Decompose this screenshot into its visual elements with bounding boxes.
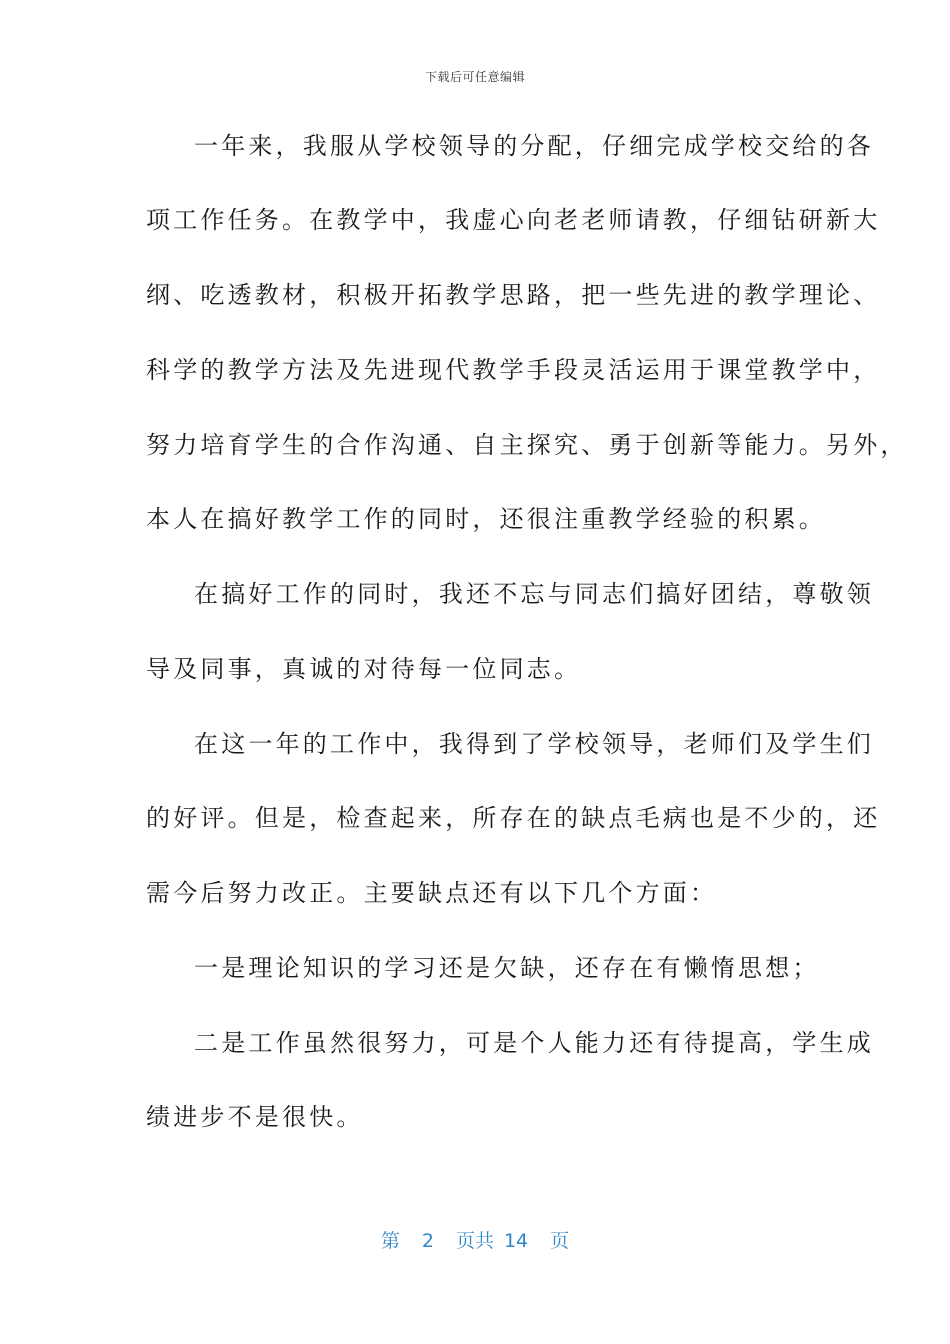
page-label-suffix: 页 xyxy=(550,1230,570,1252)
paragraph-line: 在这一年的工作中，我得到了学校领导，老师们及学生们 xyxy=(194,730,874,758)
paragraph-line: 需今后努力改正。主要缺点还有以下几个方面： xyxy=(146,879,718,907)
paragraph-line: 一年来，我服从学校领导的分配，仔细完成学校交给的各 xyxy=(194,132,874,160)
paragraph-line: 一是理论知识的学习还是欠缺，还存在有懒惰思想； xyxy=(194,954,820,982)
paragraph-line: 在搞好工作的同时，我还不忘与同志们搞好团结，尊敬领 xyxy=(194,580,874,608)
paragraph-line: 本人在搞好教学工作的同时，还很注重教学经验的积累。 xyxy=(146,505,826,533)
header-note: 下载后可任意编辑 xyxy=(424,70,525,84)
total-pages-number: 14 xyxy=(503,1230,529,1252)
paragraph-line: 科学的教学方法及先进现代教学手段灵活运用于课堂教学中， xyxy=(146,356,881,384)
current-page-number: 2 xyxy=(421,1230,434,1252)
paragraph-line: 的好评。但是，检查起来，所存在的缺点毛病也是不少的，还 xyxy=(146,804,881,832)
page-label-prefix: 第 xyxy=(380,1230,400,1252)
page-label-mid: 页共 xyxy=(455,1230,494,1252)
paragraph-line: 二是工作虽然很努力，可是个人能力还有待提高，学生成 xyxy=(194,1029,874,1057)
paragraph-line: 绩进步不是很快。 xyxy=(146,1103,364,1131)
paragraph-line: 努力培育学生的合作沟通、自主探究、勇于创新等能力。另外， xyxy=(146,431,908,459)
paragraph-line: 导及同事，真诚的对待每一位同志。 xyxy=(146,655,582,683)
paragraph-line: 纲、吃透教材，积极开拓教学思路，把一些先进的教学理论、 xyxy=(146,281,881,309)
paragraph-line: 项工作任务。在教学中，我虚心向老老师请教，仔细钻研新大 xyxy=(146,206,881,234)
page-number-footer xyxy=(0,1226,950,1253)
